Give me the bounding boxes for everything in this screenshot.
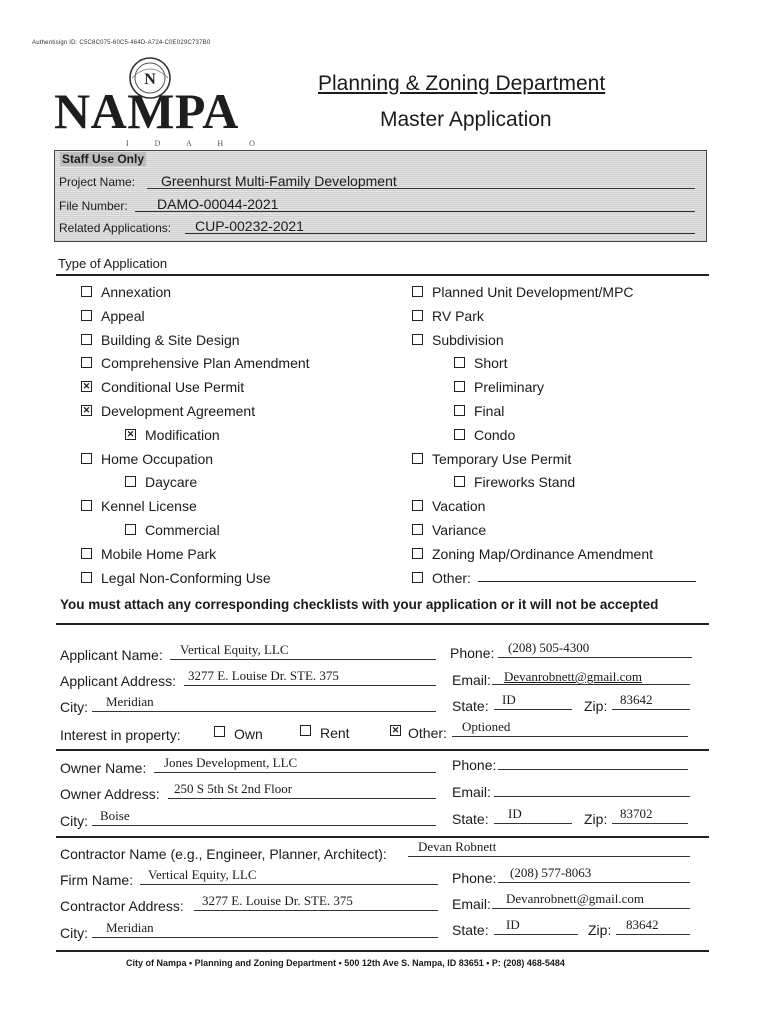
section-divider xyxy=(56,836,709,838)
other-type-line[interactable] xyxy=(478,581,696,582)
applicant-address-value: 3277 E. Louise Dr. STE. 375 xyxy=(188,668,339,683)
owner-zip-label: Zip: xyxy=(584,811,608,827)
logo-wordmark: NAMPA xyxy=(54,83,239,139)
fireworks-stand-option-label: Fireworks Stand xyxy=(474,474,576,491)
final-checkbox[interactable] xyxy=(454,405,465,416)
file-number-field[interactable] xyxy=(135,197,695,212)
contractor-zip-label: Zip: xyxy=(588,922,612,938)
development-agreement-option-label: Development Agreement xyxy=(101,403,256,419)
annexation-checkbox[interactable] xyxy=(81,286,92,297)
contractor-name-label: Contractor Name (e.g., Engineer, Planner, Architect): xyxy=(60,846,387,862)
interest-label: Interest in property: xyxy=(60,727,181,743)
applicant-city-field[interactable] xyxy=(92,694,436,712)
checked-mark-icon: ✕ xyxy=(82,405,91,415)
owner-zip-value: 83702 xyxy=(620,806,653,821)
checked-mark-icon: ✕ xyxy=(126,428,135,439)
mobile-home-park-option-label: Mobile Home Park xyxy=(101,545,217,562)
kennel-license-checkbox[interactable] xyxy=(81,500,92,511)
applicant-name-label: Applicant Name: xyxy=(60,647,163,663)
appeal-option-label: Appeal xyxy=(101,307,145,324)
seal-letter: N xyxy=(144,71,156,88)
staff-use-box xyxy=(54,150,707,242)
appeal-checkbox[interactable] xyxy=(81,310,92,321)
temporary-use-permit-option-label: Temporary Use Permit xyxy=(432,450,572,467)
final-option-label: Final xyxy=(474,403,505,419)
contractor-address-field[interactable] xyxy=(194,893,438,911)
project-name-value: Greenhurst Multi-Family Development xyxy=(161,173,397,189)
staff-use-title: Staff Use Only xyxy=(62,152,145,166)
owner-phone-label: Phone: xyxy=(452,757,497,773)
owner-email-field[interactable] xyxy=(494,782,690,797)
vacation-checkbox[interactable] xyxy=(412,500,423,511)
owner-name-field[interactable] xyxy=(154,755,436,773)
short-option-label: Short xyxy=(474,355,508,372)
contractor-zip-value: 83642 xyxy=(626,917,659,932)
section-divider xyxy=(56,950,709,952)
authentisign-id: Authentisign ID: C5C8C075-60C5-464D-A724-C0E029C737B0 xyxy=(32,40,211,46)
applicant-city-value: Meridian xyxy=(106,694,154,709)
applicant-phone-value: (208) 505-4300 xyxy=(508,640,590,655)
variance-checkbox[interactable] xyxy=(412,524,423,535)
applicant-zip-value: 83642 xyxy=(620,692,653,707)
contractor-phone-value: (208) 577-8063 xyxy=(510,865,592,880)
type-of-application-heading: Type of Application xyxy=(58,256,168,271)
applicant-name-field[interactable] xyxy=(170,642,436,660)
contractor-zip-field[interactable] xyxy=(616,917,690,935)
planned-unit-development-mpc-checkbox[interactable] xyxy=(412,286,423,297)
owner-email-label: Email: xyxy=(452,784,491,800)
comprehensive-plan-amendment-option-label: Comprehensive Plan Amendment xyxy=(101,355,310,372)
firm-name-value: Vertical Equity, LLC xyxy=(148,867,257,882)
variance-option-label: Variance xyxy=(432,522,487,538)
contractor-email-field[interactable] xyxy=(492,891,690,909)
contractor-email-value: Devanrobnett@gmail.com xyxy=(506,891,644,906)
applicant-zip-field[interactable] xyxy=(612,692,690,710)
applicant-phone-field[interactable] xyxy=(498,640,692,658)
contractor-state-field[interactable] xyxy=(494,917,578,935)
own-label: Own xyxy=(234,726,263,742)
owner-address-field[interactable] xyxy=(168,781,436,799)
modification-checkbox[interactable] xyxy=(125,429,136,440)
contractor-city-field[interactable] xyxy=(92,920,438,938)
comprehensive-plan-amendment-checkbox[interactable] xyxy=(81,357,92,368)
condo-checkbox[interactable] xyxy=(454,429,465,440)
applicant-state-field[interactable] xyxy=(494,692,572,710)
contractor-phone-field[interactable] xyxy=(498,865,690,883)
owner-zip-field[interactable] xyxy=(612,806,688,824)
building-site-design-checkbox[interactable] xyxy=(81,334,92,345)
temporary-use-permit-checkbox[interactable] xyxy=(412,453,423,464)
applicant-city-label: City: xyxy=(60,699,88,715)
contractor-address-value: 3277 E. Louise Dr. STE. 375 xyxy=(202,893,353,908)
applicant-email-label: Email: xyxy=(452,672,491,688)
applicant-address-field[interactable] xyxy=(184,668,436,686)
rent-label: Rent xyxy=(320,725,350,741)
checked-mark-icon: ✕ xyxy=(82,381,91,392)
owner-state-field[interactable] xyxy=(494,806,572,824)
owner-phone-field[interactable] xyxy=(498,755,688,770)
applicant-address-label: Applicant Address: xyxy=(60,673,176,689)
related-applications-label: Related Applications: xyxy=(59,221,172,235)
legal-non-conforming-use-option-label: Legal Non-Conforming Use xyxy=(101,569,271,586)
conditional-use-permit-option-label: Conditional Use Permit xyxy=(101,379,245,396)
contractor-phone-label: Phone: xyxy=(452,870,497,886)
owner-state-label: State: xyxy=(452,811,489,827)
department-title: Planning & Zoning Department xyxy=(318,72,606,95)
daycare-option-label: Daycare xyxy=(145,474,198,491)
commercial-checkbox[interactable] xyxy=(125,524,136,535)
condo-option-label: Condo xyxy=(474,426,516,443)
owner-address-value: 250 S 5th St 2nd Floor xyxy=(174,781,293,796)
applicant-state-label: State: xyxy=(452,698,489,714)
applicant-name-value: Vertical Equity, LLC xyxy=(180,642,289,657)
fireworks-stand-checkbox[interactable] xyxy=(454,476,465,487)
rv-park-checkbox[interactable] xyxy=(412,310,423,321)
applicant-email-value: Devanrobnett@gmail.com xyxy=(504,669,642,684)
contractor-email-label: Email: xyxy=(452,896,491,912)
form-title: Master Application xyxy=(380,108,552,131)
applicant-state-value: ID xyxy=(502,692,516,707)
daycare-checkbox[interactable] xyxy=(125,476,136,487)
subdivision-option-label: Subdivision xyxy=(432,331,504,348)
other-interest-value: Optioned xyxy=(462,719,511,734)
attachment-warning: You must attach any corresponding checklists with your application or it will not be accepted xyxy=(60,597,659,612)
building-site-design-option-label: Building & Site Design xyxy=(101,331,240,348)
applicant-email-field[interactable] xyxy=(492,670,690,685)
preliminary-option-label: Preliminary xyxy=(474,379,545,396)
section-divider xyxy=(56,749,709,751)
related-applications-field[interactable] xyxy=(185,219,695,234)
checked-mark-icon: ✕ xyxy=(391,725,400,735)
development-agreement-checkbox[interactable] xyxy=(81,405,92,416)
zoning-map-ordinance-amendment-checkbox[interactable] xyxy=(412,548,423,559)
contractor-address-label: Contractor Address: xyxy=(60,898,184,914)
planned-unit-development-mpc-option-label: Planned Unit Development/MPC xyxy=(432,284,634,300)
home-occupation-checkbox[interactable] xyxy=(81,453,92,464)
other-interest-label: Other: xyxy=(408,725,447,741)
other-interest-checkbox[interactable] xyxy=(390,725,401,736)
owner-name-value: Jones Development, LLC xyxy=(164,755,298,770)
kennel-license-option-label: Kennel License xyxy=(101,498,197,515)
file-number-value: DAMO-00044-2021 xyxy=(157,196,279,212)
contractor-name-field[interactable] xyxy=(408,839,690,857)
related-applications-value: CUP-00232-2021 xyxy=(195,218,304,234)
modification-option-label: Modification xyxy=(145,426,220,443)
mobile-home-park-checkbox[interactable] xyxy=(81,548,92,559)
rent-checkbox[interactable] xyxy=(300,725,311,736)
commercial-option-label: Commercial xyxy=(145,522,220,538)
contractor-name-value: Devan Robnett xyxy=(418,839,497,854)
preliminary-checkbox[interactable] xyxy=(454,381,465,392)
owner-name-label: Owner Name: xyxy=(60,760,147,776)
owner-address-label: Owner Address: xyxy=(60,786,160,802)
project-name-field[interactable] xyxy=(147,174,695,189)
annexation-option-label: Annexation xyxy=(101,284,172,300)
owner-state-value: ID xyxy=(508,806,522,821)
subdivision-checkbox[interactable] xyxy=(412,334,423,345)
project-name-label: Project Name: xyxy=(59,175,136,189)
legal-non-conforming-use-checkbox[interactable] xyxy=(81,572,92,583)
section-divider xyxy=(56,274,709,276)
section-divider xyxy=(56,623,709,625)
contractor-state-label: State: xyxy=(452,922,489,938)
conditional-use-permit-checkbox[interactable] xyxy=(81,381,92,392)
other-checkbox[interactable] xyxy=(412,572,423,583)
vacation-option-label: Vacation xyxy=(432,498,486,515)
footer-contact: City of Nampa • Planning and Zoning Department • 500 12th Ave S. Nampa, ID 83651 • P: (208) 468-5484 xyxy=(126,958,565,968)
contractor-city-value: Meridian xyxy=(106,920,154,935)
own-checkbox[interactable] xyxy=(214,726,225,737)
owner-city-field[interactable] xyxy=(92,808,436,826)
firm-name-label: Firm Name: xyxy=(60,872,134,888)
applicant-zip-label: Zip: xyxy=(584,698,608,714)
firm-name-field[interactable] xyxy=(140,867,438,885)
short-checkbox[interactable] xyxy=(454,357,465,368)
zoning-map-ordinance-amendment-option-label: Zoning Map/Ordinance Amendment xyxy=(432,545,654,562)
owner-city-label: City: xyxy=(60,813,88,829)
logo-subtitle: I D A H O xyxy=(126,139,267,148)
applicant-phone-label: Phone: xyxy=(450,645,495,661)
contractor-state-value: ID xyxy=(506,917,520,932)
file-number-label: File Number: xyxy=(59,199,128,213)
other-option-label: Other: xyxy=(432,569,471,586)
contractor-city-label: City: xyxy=(60,925,88,941)
home-occupation-option-label: Home Occupation xyxy=(101,450,214,467)
owner-city-value: Boise xyxy=(100,808,130,823)
rv-park-option-label: RV Park xyxy=(432,307,484,324)
other-interest-field[interactable] xyxy=(452,719,688,737)
